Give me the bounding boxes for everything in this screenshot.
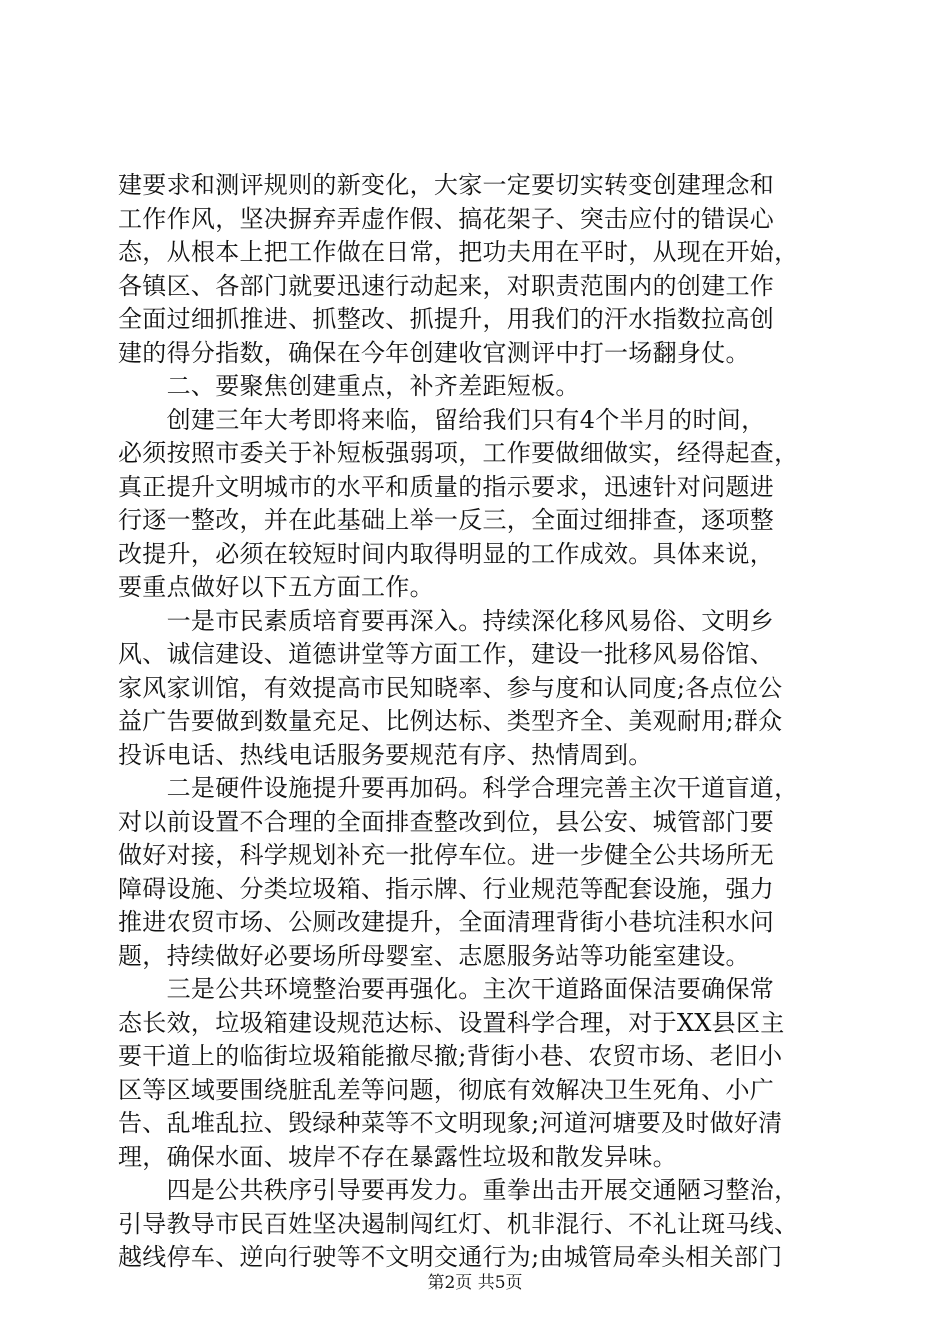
- text-line-4: 各镇区、各部门就要迅速行动起来，对职责范围内的创建工作: [118, 271, 775, 300]
- text-line-15: 风、诚信建设、道德讲堂等方面工作，建设一批移风易俗馆、: [118, 640, 775, 668]
- text-line-2: 工作作风，坚决摒弃弄虚作假、搞花架子、突击应付的错误心: [118, 204, 775, 233]
- text-line-24: 题，持续做好必要场所母婴室、志愿服务站等功能室建设。: [118, 941, 750, 970]
- text-line-6: 建的得分指数，确保在今年创建收官测评中打一场翻身仗。: [118, 338, 750, 367]
- text-line-21: 做好对接，科学规划补充一批停车位。进一步健全公共场所无: [118, 841, 775, 869]
- text-line-12: 改提升，必须在较短时间内取得明显的工作成效。具体来说，: [118, 539, 775, 568]
- page-footer: 第2页 共5页: [427, 1273, 523, 1293]
- text-line-11: 行逐一整改，并在此基础上举一反三，全面过细排查，逐项整: [118, 506, 775, 534]
- text-line-5: 全面过细抓推进、抓整改、抓提升，用我们的汗水指数拉高创: [118, 305, 775, 333]
- text-line-25: 三是公共环境整治要再强化。主次干道路面保洁要确保常: [118, 975, 775, 1003]
- text-line-19: 二是硬件设施提升要再加码。科学合理完善主次干道盲道，: [118, 774, 799, 802]
- text-line-14: 一是市民素质培育要再深入。持续深化移风易俗、文明乡: [118, 606, 775, 635]
- text-line-10: 真正提升文明城市的水平和质量的指示要求，迅速针对问题进: [118, 472, 775, 501]
- text-line-26: 态长效，垃圾箱建设规范达标、设置科学合理，对于XX县区主: [118, 1008, 785, 1037]
- section-heading-2: 二、要聚焦创建重点，补齐差距短板。: [118, 372, 580, 400]
- text-line-18: 投诉电话、热线电话服务要规范有序、热情周到。: [118, 740, 653, 769]
- document-body: [118, 169, 836, 1275]
- text-line-16: 家风家训馆，有效提高市民知晓率、参与度和认同度;各点位公: [118, 673, 783, 702]
- text-line-8: 创建三年大考即将来临，留给我们只有4个半月的时间，: [118, 405, 766, 434]
- text-line-28: 区等区域要围绕脏乱差等问题，彻底有效解决卫生死角、小广: [118, 1075, 775, 1104]
- text-line-33: 越线停车、逆向行驶等不文明交通行为;由城管局牵头相关部门: [118, 1243, 783, 1271]
- text-line-9: 必须按照市委关于补短板强弱项，工作要做细做实，经得起查，: [118, 439, 799, 467]
- text-line-32: 引导教导市民百姓坚决遏制闯红灯、机非混行、不礼让斑马线、: [118, 1209, 799, 1238]
- text-line-29: 告、乱堆乱拉、毁绿种菜等不文明现象;河道河塘要及时做好清: [118, 1109, 783, 1137]
- text-line-23: 推进农贸市场、公厕改建提升，全面清理背街小巷坑洼积水问: [118, 908, 775, 936]
- text-line-3: 态，从根本上把工作做在日常，把功夫用在平时，从现在开始，: [118, 238, 799, 266]
- text-line-27: 要干道上的临街垃圾箱能撤尽撤;背街小巷、农贸市场、老旧小: [118, 1042, 783, 1070]
- text-line-30: 理，确保水面、坡岸不存在暴露性垃圾和散发异味。: [118, 1142, 677, 1171]
- text-line-31: 四是公共秩序引导要再发力。重拳出击开展交通陋习整治，: [118, 1176, 799, 1204]
- text-line-20: 对以前设置不合理的全面排查整改到位，县公安、城管部门要: [118, 807, 775, 836]
- text-line-22: 障碍设施、分类垃圾箱、指示牌、行业规范等配套设施，强力: [118, 874, 775, 903]
- text-line-13: 要重点做好以下五方面工作。: [118, 573, 434, 601]
- text-line-1: 建要求和测评规则的新变化，大家一定要切实转变创建理念和: [118, 171, 775, 199]
- text-line-17: 益广告要做到数量充足、比例达标、类型齐全、美观耐用;群众: [118, 707, 783, 735]
